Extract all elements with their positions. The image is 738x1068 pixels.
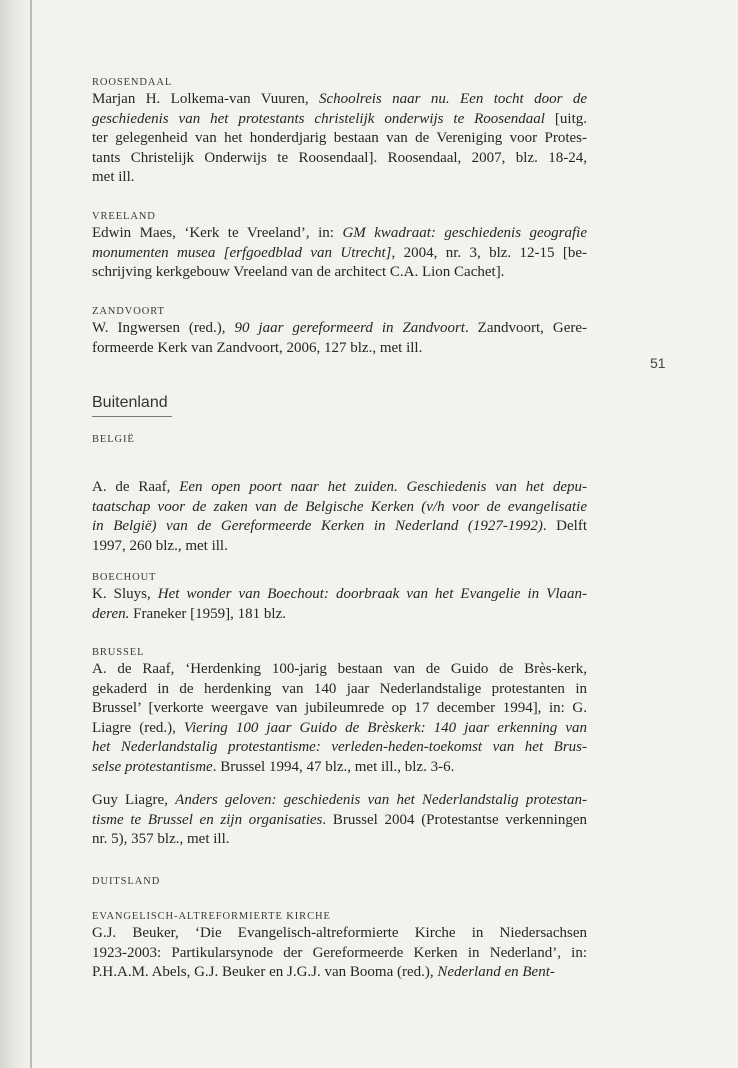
citation-evangelisch [92, 924, 587, 983]
text-run: Edwin Maes, ‘Kerk te Vreeland’, in: [92, 225, 343, 241]
church-heading-evangelisch: EVANGELISCH-ALTREFORMIERTE KIRCHE [92, 911, 331, 922]
entry-belgie [92, 478, 587, 556]
citation-line [92, 110, 587, 130]
text-run: Liagre (red.), [92, 719, 184, 736]
citation-vreeland [92, 224, 587, 283]
place-heading-brussel: BRUSSEL [92, 647, 145, 658]
text-run: . Brussel 1994, 47 blz., met ill., blz. 3-6. [212, 758, 455, 775]
text-run: nr. 5), 357 blz., met ill. [92, 831, 230, 847]
italic-title-run: Het wonder van Boechout: doorbraak van het Evangelie in Vlaan- [157, 586, 587, 602]
citation-line [92, 90, 587, 110]
place-heading-boechout: BOECHOUT [92, 572, 157, 583]
text-run: schrijving kerkgebouw Vreeland van de architect C.A. Lion Cachet]. [92, 264, 505, 280]
text-run: A. de Raaf, ‘Herdenking 100-jarig bestaan van de Guido de Brès-kerk, [92, 661, 587, 677]
text-run: A. de Raaf, [92, 479, 180, 495]
entry-vreeland [92, 210, 587, 283]
text-run: [uitg. [544, 110, 587, 127]
entry-evangelisch [92, 910, 587, 983]
citation-line [92, 791, 587, 811]
citation-line [92, 129, 587, 149]
citation-line [92, 830, 587, 850]
citation-line [92, 319, 587, 339]
text-run: , 2004, nr. 3, blz. 12-15 [be- [391, 244, 587, 261]
citation-line [92, 537, 587, 557]
citation-line [92, 680, 587, 700]
italic-title-run: Een open poort naar het zuiden. Geschiedenis van het depu- [179, 479, 587, 495]
citation-line [92, 498, 587, 518]
text-run: . Zandvoort, Gere- [464, 320, 587, 336]
citation-line [92, 719, 587, 739]
text-run: tants Christelijk Onderwijs te Roosendaal]. Roosendaal, 2007, blz. 18-24, [92, 149, 587, 166]
citation-line [92, 924, 587, 944]
italic-title-run: Anders geloven: geschiedenis van het Nederlandstalig protestan- [175, 792, 587, 808]
italic-title-run: het Nederlandstalig protestantisme: verleden-heden-toekomst van het Brus- [92, 739, 587, 755]
italic-title-run: GM kwadraat: geschiedenis geografie [342, 225, 587, 241]
text-run: P.H.A.M. Abels, G.J. Beuker en J.G.J. van Booma (red.), [92, 964, 438, 980]
citation-line [92, 478, 587, 498]
citation-line [92, 339, 587, 359]
text-run: K. Sluys, [92, 586, 158, 602]
page-binding-edge [30, 0, 32, 1068]
text-run: . Delft [542, 518, 587, 534]
italic-title-run: monumenten musea [erfgoedblad van Utrecht] [92, 244, 392, 261]
text-run: 1997, 260 blz., met ill. [92, 537, 228, 554]
italic-title-run: in België) van de Gereformeerde Kerken in Nederland (1927-1992) [92, 518, 543, 534]
citation-line [92, 811, 587, 831]
text-run: Brussel’ [verkorte weergave van jubileumrede op 17 december 1994], in: G. [92, 700, 587, 716]
entry-zandvoort [92, 305, 587, 358]
text-run: W. Ingwersen (red.), [92, 320, 235, 336]
page-number: 51 [650, 355, 666, 371]
text-run: Franeker [1959], 181 blz. [129, 605, 286, 622]
italic-title-run: Nederland en Bent- [437, 964, 555, 980]
place-heading-zandvoort: ZANDVOORT [92, 306, 165, 317]
citation-brussel-liagre [92, 791, 587, 850]
italic-title-run: 90 jaar gereformeerd in Zandvoort [234, 320, 465, 336]
citation-line [92, 758, 587, 778]
citation-zandvoort [92, 319, 587, 358]
entry-duitsland-heading [92, 875, 587, 889]
text-run: 1923-2003: Partikularsynode der Gereformeerde Kerken in Nederland’, in: [92, 944, 587, 961]
text-run: Guy Liagre, [92, 792, 176, 808]
entry-belgie-heading [92, 433, 587, 447]
citation-line [92, 963, 587, 983]
citation-line [92, 224, 587, 244]
citation-brussel-raaf [92, 660, 587, 777]
italic-title-run: selse protestantisme [92, 758, 213, 775]
citation-line [92, 263, 587, 283]
citation-boechout [92, 585, 587, 624]
citation-line [92, 944, 587, 964]
citation-belgie [92, 478, 587, 556]
citation-line [92, 660, 587, 680]
citation-line [92, 168, 587, 188]
italic-title-run: tisme te Brussel en zijn organisaties [92, 811, 323, 828]
italic-title-run: Viering 100 jaar Guido de Brèskerk: 140 jaar erkenning van [183, 719, 587, 736]
entry-brussel [92, 646, 587, 777]
page-binding-shadow [0, 0, 30, 1068]
text-run: formeerde Kerk van Zandvoort, 2006, 127 blz., met ill. [92, 339, 423, 356]
text-run: met ill. [92, 169, 135, 185]
entry-liagre [92, 791, 587, 850]
text-run: gekaderd in de herdenking van 140 jaar Nederlandstalige protestanten in [92, 680, 587, 697]
italic-title-run: Schoolreis naar nu. Een tocht door de [318, 91, 587, 107]
country-heading-belgie: BELGIË [92, 434, 135, 445]
text-run: Marjan H. Lolkema-van Vuuren, [92, 91, 319, 107]
citation-line [92, 699, 587, 719]
place-heading-roosendaal: ROOSENDAAL [92, 77, 173, 88]
entry-roosendaal [92, 76, 587, 188]
italic-title-run: deren. [92, 605, 130, 622]
citation-line [92, 149, 587, 169]
citation-line [92, 605, 587, 625]
section-title: Buitenland [92, 394, 168, 411]
citation-roosendaal [92, 90, 587, 188]
italic-title-run: taatschap voor de zaken van de Belgische Kerken (v/h voor de evangelisatie [92, 498, 587, 515]
citation-line [92, 585, 587, 605]
citation-line [92, 517, 587, 537]
section-title-underline [92, 416, 172, 417]
citation-line [92, 244, 587, 264]
citation-line [92, 738, 587, 758]
country-heading-duitsland: DUITSLAND [92, 876, 161, 887]
italic-title-run: geschiedenis van het protestants christelijk onderwijs te Roosendaal [92, 110, 545, 127]
place-heading-vreeland: VREELAND [92, 211, 156, 222]
text-run: . Brussel 2004 (Protestantse verkenningen [322, 811, 587, 828]
text-run: G.J. Beuker, ‘Die Evangelisch-altreformierte Kirche in Niedersachsen [92, 925, 587, 941]
text-run: ter gelegenheid van het honderdjarig bestaan van de Vereniging voor Protes- [92, 130, 587, 146]
entry-boechout [92, 571, 587, 624]
